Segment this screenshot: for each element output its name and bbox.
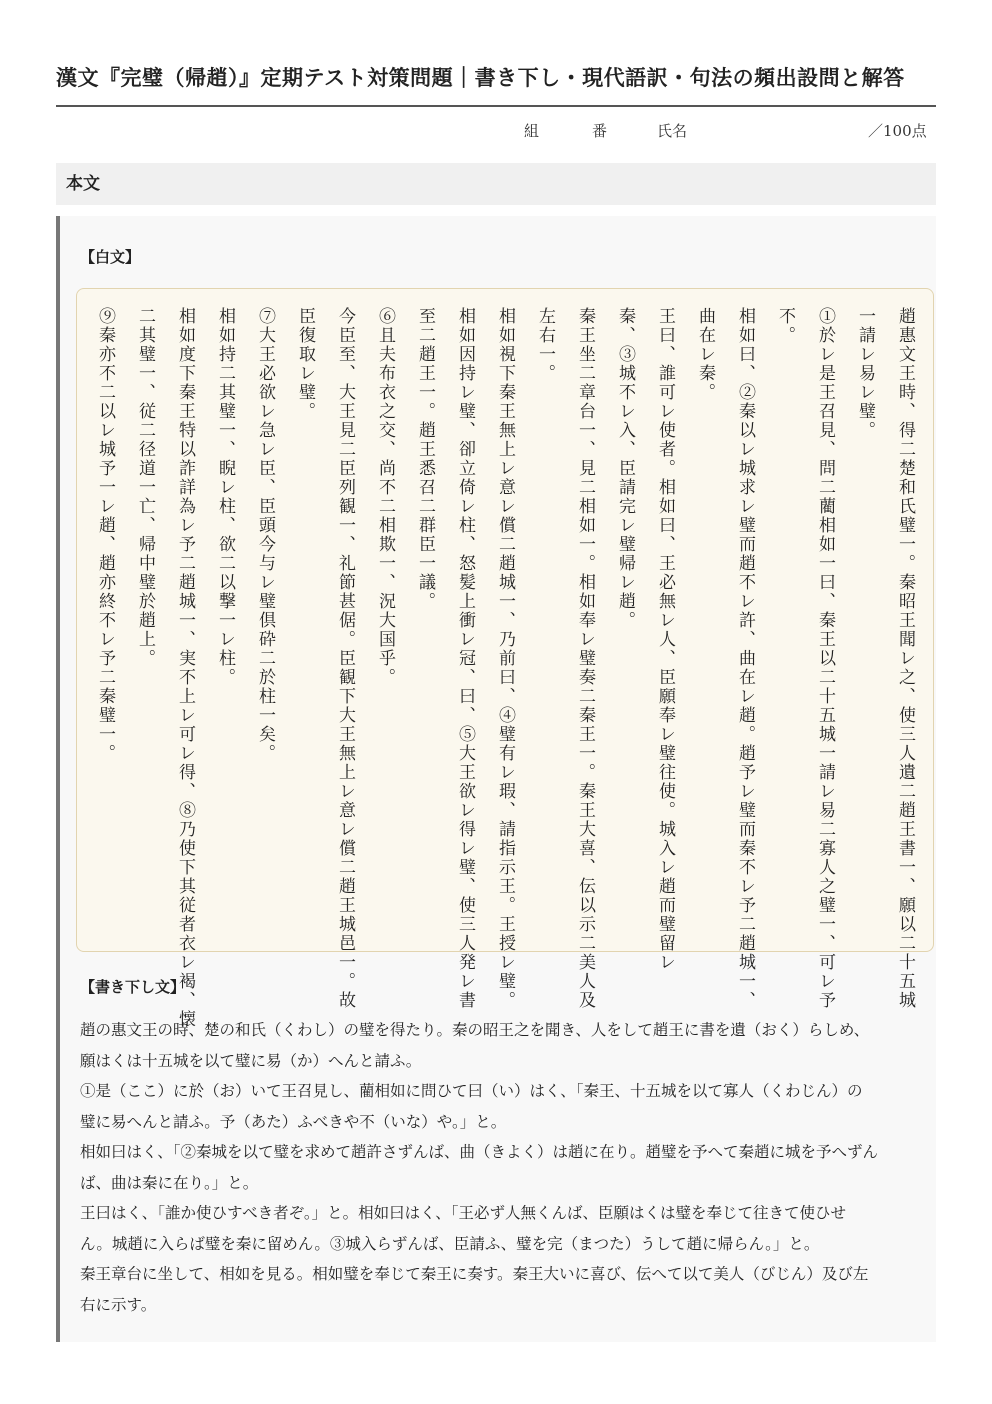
kanbun-column: 相如視下秦王無上レ意レ償二趙城一、乃前曰、④璧有レ瑕、請指示王。王授レ璧。 (495, 307, 515, 1010)
kanbun-column: ①於レ是王召見、問二藺相如一曰、秦王以二十五城一請レ易二寡人之璧一、可レ予 (815, 307, 835, 1010)
kanbun-column: ⑦大王必欲レ急レ臣、臣頭今与レ璧倶砕二於柱一矣。 (255, 307, 275, 763)
kakikudashi-text (80, 1016, 928, 1321)
hakubun-label: 【白文】 (80, 248, 141, 266)
page-title: 漢文『完璧（帰趙）』定期テスト対策問題｜書き下し・現代語訳・句法の頻出設問と解答 (56, 65, 905, 90)
kanbun-column: 一請レ易レ璧。 (855, 307, 875, 440)
kanbun-column: 相如持二其璧一、睨レ柱、欲二以撃一レ柱。 (215, 307, 235, 687)
kanbun-column: 左右一。 (535, 307, 555, 383)
section-header (56, 163, 936, 205)
kakikudashi-line: ん。城趙に入らば璧を秦に留めん。③城入らずんば、臣請ふ、璧を完（まつた）うして趙に帰らん。」と。 (80, 1234, 820, 1253)
kanbun-column: 今臣至、大王見二臣列観一、礼節甚倨。臣観下大王無上レ意レ償二趙王城邑一。故 (335, 307, 355, 1010)
kakikudashi-line: 右に示す。 (80, 1295, 157, 1314)
kakikudashi-line: 璧に易へんと請ふ。予（あた）ふべきや不（いな）や。」と。 (80, 1112, 507, 1131)
kanbun-column: 臣復取レ璧。 (295, 307, 315, 421)
kakikudashi-line: ば、曲は秦に在り。」と。 (80, 1173, 259, 1192)
number-label: 番 (592, 122, 608, 140)
kakikudashi-line: 相如曰はく、「②秦城を以て璧を求めて趙許さずんば、曲（きよく）は趙に在り。趙璧を予へて秦趙に城を予へずん (80, 1143, 878, 1161)
kanbun-column: 王曰、誰可レ使者。相如曰、王必無レ人、臣願奉レ璧往使。城入レ趙而璧留レ (655, 307, 675, 972)
kanbun-column: 趙惠文王時、得二楚和氏璧一。秦昭王聞レ之、使三人遺二趙王書一、願以二十五城 (895, 307, 915, 1010)
kanbun-column: 秦王坐二章台一、見二相如一。相如奉レ璧奏二秦王一。秦王大喜、伝以示二美人及 (575, 307, 595, 1010)
kanbun-column: 不。 (775, 307, 795, 345)
kakikudashi-line: ①是（ここ）に於（お）いて王召見し、藺相如に問ひて曰（い）はく、「秦王、十五城を以て寡人（くわじん）の (80, 1082, 863, 1100)
score-label: ／100点 (868, 122, 927, 140)
kanbun-column: ⑨秦亦不二以レ城予一レ趙、趙亦終不レ予二秦璧一。 (95, 307, 115, 763)
section-title: 本文 (66, 174, 100, 194)
kakikudashi-line: 王曰はく、「誰か使ひすべき者ぞ。」と。相如曰はく、「王必ず人無くんば、臣願はくは璧を奉じて往きて使ひせ (80, 1204, 847, 1222)
kanbun-column: 相如曰、②秦以レ城求レ璧而趙不レ許、曲在レ趙。趙予レ璧而秦不レ予二趙城一、 (735, 307, 755, 1010)
content-box (56, 216, 936, 1342)
kanbun-column: 至二趙王一。趙王悉召二群臣一議。 (415, 307, 435, 611)
kakikudashi-label: 【書き下し文】 (80, 978, 186, 996)
kakikudashi-line: 趙の惠文王の時、楚の和氏（くわし）の璧を得たり。秦の昭王之を聞き、人をして趙王に書を遺（おく）らしめ、 (80, 1021, 870, 1039)
kanbun-column: 二其璧一、従二径道一亡、帰中璧於趙上。 (135, 307, 155, 668)
class-label: 組 (524, 122, 540, 140)
kanbun-column: 相如因持レ璧、卻立倚レ柱、怒髪上衝レ冠、曰、⑤大王欲レ得レ璧、使三人発レ書 (455, 307, 475, 1010)
kanbun-column: 相如度下秦王特以詐詳為レ予二趙城一、実不上レ可レ得、⑧乃使下其従者衣レ褐、懐 (175, 307, 195, 1029)
kanbun-column: 曲在レ秦。 (695, 307, 715, 402)
kakikudashi-line: 願はくは十五城を以て璧に易（か）へんと請ふ。 (80, 1051, 422, 1070)
title-divider (56, 105, 936, 107)
kakikudashi-line: 秦王章台に坐して、相如を見る。相如璧を奉じて秦王に奏す。秦王大いに喜び、伝へて以て美人（びじん）及び左 (80, 1265, 869, 1283)
kanbun-column: ⑥且夫布衣之交、尚不二相欺一、況大国乎。 (375, 307, 395, 687)
name-label: 氏名 (657, 122, 688, 140)
kanbun-column: 秦、③城不レ入、臣請完レ璧帰レ趙。 (615, 307, 635, 630)
